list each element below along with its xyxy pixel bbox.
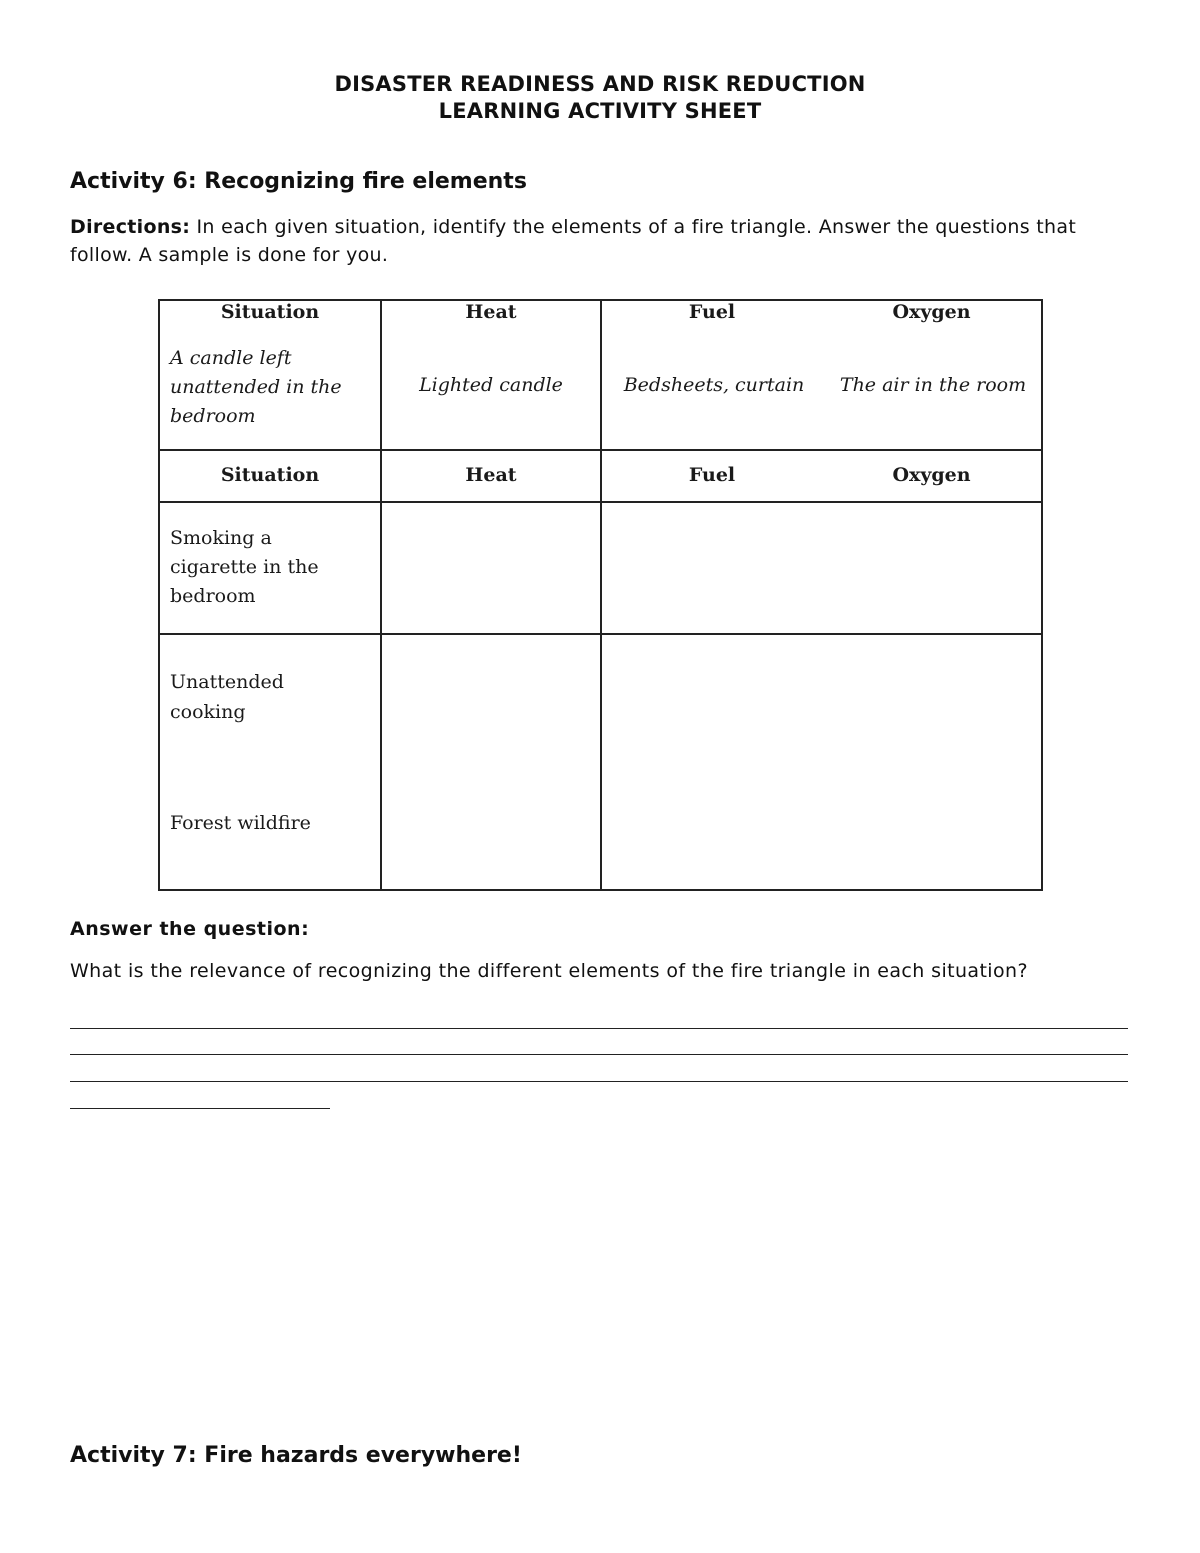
answer-line[interactable] <box>70 1081 1128 1082</box>
situation-cooking: Unattended cooking <box>170 671 284 723</box>
header-oxygen: Oxygen <box>892 301 971 323</box>
directions-text: In each given situation, identify the elements of a fire triangle. Answer the questions that follow. A sample is done for you. <box>70 216 1077 266</box>
header-fuel: Fuel <box>688 464 736 486</box>
situation-wildfire: Forest wildfire <box>170 812 311 834</box>
header-situation: Situation <box>220 464 320 486</box>
answer-line[interactable] <box>70 1108 330 1109</box>
directions-label: Directions: <box>70 216 191 238</box>
header-oxygen: Oxygen <box>892 464 971 486</box>
header-heat: Heat <box>465 464 517 486</box>
table-border-left <box>158 299 160 891</box>
question-text: What is the relevance of recognizing the different elements of the fire triangle in each situation? <box>70 960 1028 982</box>
directions-paragraph <box>70 213 1135 269</box>
sample-oxygen: The air in the room <box>839 374 1027 396</box>
situation-smoking: Smoking a cigarette in the bedroom <box>170 527 319 607</box>
activity-7-heading: Activity 7: Fire hazards everywhere! <box>70 1443 522 1468</box>
document-title: DISASTER READINESS AND RISK REDUCTION <box>334 72 866 96</box>
header-fuel: Fuel <box>688 301 736 323</box>
answer-heading: Answer the question: <box>70 918 310 940</box>
answer-line[interactable] <box>70 1028 1128 1029</box>
activity-6-heading: Activity 6: Recognizing fire elements <box>70 169 527 194</box>
sample-fuel: Bedsheets, curtain <box>623 374 805 396</box>
header-heat: Heat <box>465 301 517 323</box>
answer-line[interactable] <box>70 1054 1128 1055</box>
document-subtitle: LEARNING ACTIVITY SHEET <box>438 99 762 123</box>
sample-heat: Lighted candle <box>419 374 563 396</box>
sample-situation: A candle left unattended in the bedroom <box>170 347 342 427</box>
header-situation: Situation <box>220 301 320 323</box>
fire-triangle-table <box>158 299 1043 891</box>
